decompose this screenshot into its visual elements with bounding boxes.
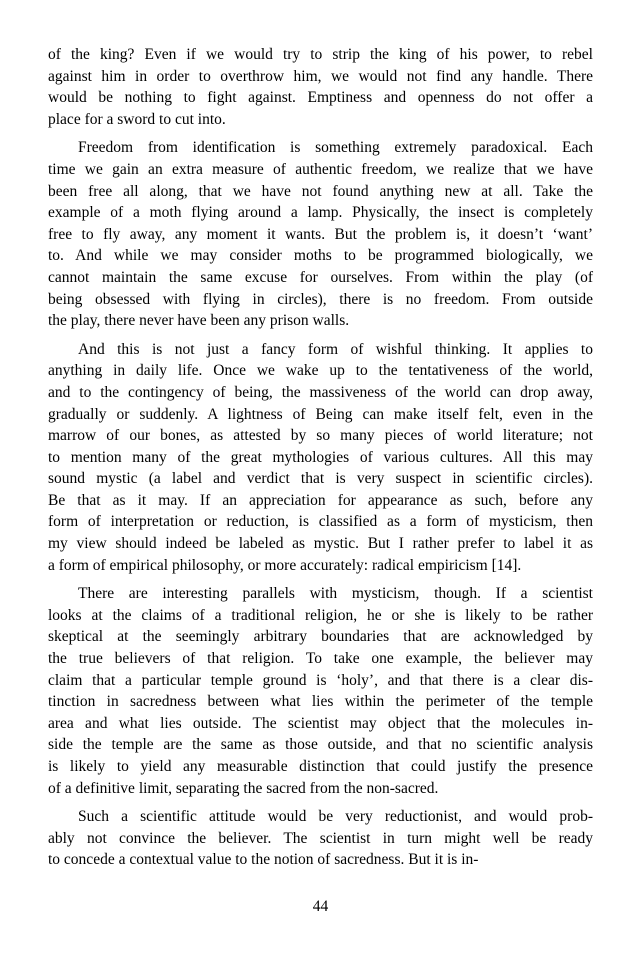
text-line: claim that a particular temple ground is ‘holy’, and that there is a clear dis- [48,671,593,689]
text-line: being obsessed with flying in circles), there is no freedom. From outside [48,290,593,308]
text-line: example of a moth flying around a lamp. Physically, the insect is completely [48,204,593,222]
text-line: Freedom from identification is something extremely paradoxical. Each [78,139,593,157]
text-line: looks at the claims of a traditional religion, he or she is likely to be rather [48,606,593,624]
text-line: place for a sword to cut into. [48,110,226,128]
text-line: And this is not just a fancy form of wishful thinking. It applies to [78,340,593,358]
text-block [48,44,593,871]
text-line: my view should indeed be labeled as mystic. But I rather prefer to label it as [48,535,593,553]
text-line: ably not convince the believer. The scientist in turn might well be ready [48,829,593,847]
text-line: free to fly away, any moment it wants. But the problem is, it doesn’t ‘want’ [48,225,593,243]
text-line: against him in order to overthrow him, we would not find any handle. There [48,67,593,85]
text-line: been free all along, that we have not found anything new at all. Take the [48,182,593,200]
text-line: form of interpretation or reduction, is classified as a form of mysticism, then [48,513,593,531]
paragraph [48,44,593,130]
paragraph [48,339,593,577]
text-line: cannot maintain the same excuse for ourselves. From within the play (of [48,268,593,286]
text-line: marrow of our bones, as attested by so many pieces of world literature; not [48,427,593,445]
text-line: Such a scientific attitude would be very reductionist, and would prob- [78,808,593,826]
text-line: There are interesting parallels with mysticism, though. If a scientist [78,585,593,603]
text-line: time we gain an extra measure of authentic freedom, we realize that we have [48,160,593,178]
paragraph [48,806,593,871]
text-line: tinction in sacredness between what lies within the perimeter of the temple [48,693,593,711]
text-line: is likely to yield any measurable distinction that could justify the presence [48,758,593,775]
text-line: sound mystic (a label and verdict that is very suspect in scientific circles). [48,470,593,488]
paragraph [48,583,593,799]
text-line: of the king? Even if we would try to strip the king of his power, to rebel [48,46,593,63]
text-line: area and what lies outside. The scientist may object that the molecules in- [48,714,593,732]
text-line: side the temple are the same as those outside, and that no scientific analysis [48,736,593,754]
text-line: skeptical at the seemingly arbitrary boundaries that are acknowledged by [48,628,593,646]
text-line: to. And while we may consider moths to be programmed biologically, we [48,247,593,265]
text-line: anything in daily life. Once we wake up to the tentativeness of the world, [48,362,593,380]
text-line: to concede a contextual value to the notion of sacredness. But it is in- [48,851,479,869]
text-line: a form of empirical philosophy, or more accurately: radical empiricism [14]. [48,556,522,574]
text-line: to mention many of the great mythologies of various cultures. All this may [48,448,593,466]
page-number: 44 [312,898,329,915]
text-line: Be that as it may. If an appreciation for appearance as such, before any [48,491,593,509]
text-line: would be nothing to fight against. Emptiness and openness do not offer a [48,89,593,107]
text-line: of a definitive limit, separating the sacred from the non-sacred. [48,779,439,797]
paragraph [48,137,593,331]
text-line: and to the contingency of being, the massiveness of the world can drop away, [48,383,593,401]
text-line: the play, there never have been any prison walls. [48,312,350,330]
text-line: gradually or suddenly. A lightness of Being can make itself felt, even in the [48,405,593,423]
text-line: the true believers of that religion. To take one example, the believer may [48,650,593,668]
